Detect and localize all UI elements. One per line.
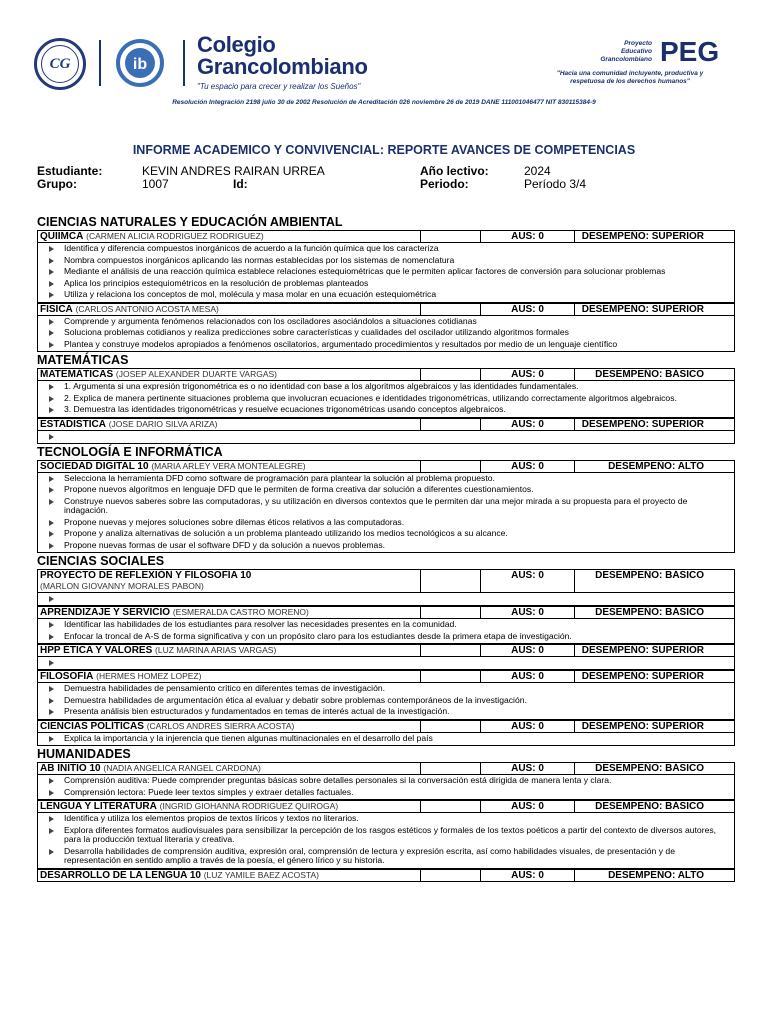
absences: AUS: 0 xyxy=(480,570,574,592)
student-info-left xyxy=(37,165,102,191)
subject-block xyxy=(37,230,735,303)
subject-block xyxy=(37,368,735,418)
performance-level: DESEMPEÑO: ALTO xyxy=(574,870,734,881)
subject-header-row xyxy=(38,304,734,316)
competency-item: Utiliza y relaciona los conceptos de mol, molécula y masa molar en una ecuación estequiométrica xyxy=(48,290,730,300)
competency-item: Soluciona problemas cotidianos y realiza predicciones sobre características y cualidades del oscilador utilizando algoritmos formales xyxy=(48,328,730,338)
absences: AUS: 0 xyxy=(480,671,574,682)
competency-item: Demuestra habilidades de pensamiento crítico en diferentes temas de investigación. xyxy=(48,684,730,694)
divider xyxy=(183,40,185,86)
subject-header-row xyxy=(38,419,734,431)
subject-header-row xyxy=(38,231,734,243)
subject-header-row xyxy=(38,607,734,619)
blank-cell xyxy=(420,870,480,881)
performance-level: DESEMPEÑO: SUPERIOR xyxy=(574,304,734,315)
peg-motto-line: respetuosa de los derechos humanos" xyxy=(570,78,690,85)
subject-name: SOCIEDAD DIGITAL 10 xyxy=(40,460,149,472)
competency-item: Presenta análisis bien estructurados y fundamentados en temas de interés actual de la investigación. xyxy=(48,707,730,717)
teacher-name: (JOSE DARIO SILVA ARIZA) xyxy=(108,418,218,429)
competency-list xyxy=(38,474,734,551)
blank-cell xyxy=(420,461,480,472)
subject-block xyxy=(37,720,735,747)
competency-item: Comprende y argumenta fenómenos relacionados con los osciladores asociándolos a situaciones cotidianas xyxy=(48,317,730,327)
blank-cell xyxy=(420,607,480,618)
school-name-block xyxy=(197,34,368,91)
performance-level: DESEMPEÑO: SUPERIOR xyxy=(574,231,734,242)
peg-caption-line: Educativo xyxy=(620,48,652,55)
blank-cell xyxy=(420,369,480,380)
subject-header-row xyxy=(38,671,734,683)
subject-name: PROYECTO DE REFLEXIÓN Y FILOSOFÍA 10 xyxy=(40,570,252,581)
subject-name-cell xyxy=(38,870,420,881)
competency-list xyxy=(38,814,734,866)
subject-name-cell xyxy=(38,461,420,472)
subject-name: LENGUA Y LITERATURA xyxy=(40,801,157,812)
area-heading: CIENCIAS NATURALES Y EDUCACIÓN AMBIENTAL xyxy=(37,215,343,229)
blank-cell xyxy=(420,801,480,812)
competency-item: Construye nuevos saberes sobre las computadoras, y su utilización en diversos contextos que le permiten dar una mejor mirada a su propuesta para el proyecto de indagación. xyxy=(48,497,730,516)
subject-name: ESTADISTICA xyxy=(40,418,106,430)
subject-header-row xyxy=(38,570,734,593)
blank-cell xyxy=(420,231,480,242)
teacher-name: (MARIA ARLEY VERA MONTEALEGRE) xyxy=(151,460,306,471)
subject-block xyxy=(37,800,735,869)
competency-item xyxy=(48,594,730,603)
performance-level: DESEMPEÑO: BÁSICO xyxy=(574,570,734,592)
teacher-name: (HERMES HOMEZ LOPEZ) xyxy=(96,671,202,681)
competency-list xyxy=(38,317,734,350)
teacher-name: (NADIA ANGELICA RANGEL CARDONA) xyxy=(103,763,261,773)
competency-list xyxy=(38,734,734,744)
period-label: Periodo: xyxy=(420,177,469,191)
id-field xyxy=(233,178,248,191)
subject-block xyxy=(37,569,735,606)
subject-name-cell xyxy=(38,721,420,732)
performance-level: DESEMPEÑO: BÁSICO xyxy=(574,369,734,380)
absences: AUS: 0 xyxy=(480,369,574,380)
competency-item: Identifica y diferencia compuestos inorgánicos de acuerdo a la función química que los caracteriza xyxy=(48,244,730,254)
teacher-name: (CARLOS ANDRES SIERRA ACOSTA) xyxy=(146,720,295,731)
performance-level: DESEMPEÑO: BÁSICO xyxy=(574,801,734,812)
competency-item: Mediante el análisis de una reacción química establece relaciones estequiométricas que le permiten aplicar factores de conversión para solucionar problemas xyxy=(48,267,730,277)
teacher-name: (JOSEP ALEXANDER DUARTE VARGAS) xyxy=(115,369,277,379)
competency-item: Explora diferentes formatos audiovisuales para sensibilizar la percepción de los rasgos estéticos y formales de los textos poéticos a partir del contexto de diversos autores, para la producción textual literaria y creativa. xyxy=(48,826,730,845)
student-info-right xyxy=(420,165,489,191)
year-label: Año lectivo: xyxy=(420,164,489,178)
competency-item: Explica la importancia y la injerencia que tienen algunas multinacionales en el desarrollo del país xyxy=(48,734,730,744)
subject-header-row xyxy=(38,461,734,473)
subject-block xyxy=(37,762,735,800)
competency-item: Nombra compuestos inorgánicos aplicando las normas establecidas por los sistemas de nomenclatura xyxy=(48,256,730,266)
school-name-line1: Colegio xyxy=(197,32,276,57)
absences: AUS: 0 xyxy=(480,763,574,774)
teacher-name: (LUZ YAMILE BAEZ ACOSTA) xyxy=(203,869,319,880)
competency-item: Desarrolla habilidades de comprensión auditiva, expresión oral, comprensión de lectura y expresión escrita, así como habilidades visuales, de presentación y de representación en sentido amplio a través de la poesía, el género lírico y su historia. xyxy=(48,847,730,866)
teacher-name: (ESMERALDA CASTRO MORENO) xyxy=(172,607,309,617)
subject-name-cell xyxy=(38,801,420,812)
group-label: Grupo: xyxy=(37,177,77,191)
competency-item: Enfocar la troncal de A-S de forma significativa y con un propósito claro para los estudiantes desde la primera etapa de investigación. xyxy=(48,632,730,642)
peg-motto xyxy=(530,70,730,86)
competency-list xyxy=(38,620,734,641)
peg-caption-line: Proyecto xyxy=(624,40,652,47)
absences: AUS: 0 xyxy=(480,645,574,656)
performance-level: DESEMPEÑO: SUPERIOR xyxy=(574,671,734,682)
subject-name: QUIIMCA xyxy=(40,231,84,242)
subject-name-cell xyxy=(38,763,420,774)
competency-item: Propone nuevas y mejores soluciones sobre dilemas éticos relativos a las computadoras. xyxy=(48,518,730,528)
subject-name: FISICA xyxy=(40,303,73,315)
competency-item: Identificar las habilidades de los estudiantes para resolver las necesidades presentes en la comunidad. xyxy=(48,620,730,630)
subject-header-row xyxy=(38,801,734,813)
blank-cell xyxy=(420,645,480,656)
resolution-line: Resolución Integración 2198 julio 30 de 2002 Resolución de Acreditación 026 noviembre 26 de 2019 DANE 111001046477 NIT 830115384-9 xyxy=(172,99,596,106)
school-name-line2: Grancolombiano xyxy=(197,54,368,79)
competency-item: Selecciona la herramienta DFD como software de programación para plantear la solución al problema propuesto. xyxy=(48,474,730,484)
competency-list xyxy=(38,658,734,667)
peg-caption-line: Grancolombiano xyxy=(600,56,652,63)
competency-item xyxy=(48,658,730,667)
subject-name: HPP ÉTICA Y VALORES xyxy=(40,645,153,656)
subject-name-cell xyxy=(38,231,420,242)
competency-list xyxy=(38,776,734,797)
competency-item xyxy=(48,432,730,441)
area-heading: TECNOLOGÍA E INFORMÁTICA xyxy=(37,444,223,459)
blank-cell xyxy=(420,721,480,732)
subject-block xyxy=(37,606,735,644)
school-seal-logo xyxy=(34,38,86,90)
subject-header-row xyxy=(38,870,734,881)
subject-name: DESARROLLO DE LA LENGUA 10 xyxy=(40,869,201,881)
competency-list xyxy=(38,382,734,415)
area-heading: CIENCIAS SOCIALES xyxy=(37,554,165,568)
absences: AUS: 0 xyxy=(480,870,574,881)
subject-block xyxy=(37,869,735,882)
absences: AUS: 0 xyxy=(480,801,574,812)
absences: AUS: 0 xyxy=(480,304,574,315)
absences: AUS: 0 xyxy=(480,721,574,732)
competency-item: Propone nuevos algoritmos en lenguaje DFD que le permiten de forma creativa dar solución a diferentes cuestionamientos. xyxy=(48,485,730,495)
competency-list xyxy=(38,594,734,603)
subject-header-row xyxy=(38,369,734,381)
competency-list xyxy=(38,244,734,300)
peg-caption xyxy=(586,40,652,64)
subject-name-cell xyxy=(38,671,420,682)
performance-level: DESEMPEÑO: BÁSICO xyxy=(574,763,734,774)
subject-header-row xyxy=(38,721,734,733)
subject-block xyxy=(37,644,735,670)
subject-name-cell xyxy=(38,304,420,315)
subject-name: MATEMÁTICAS xyxy=(40,369,114,380)
absences: AUS: 0 xyxy=(480,231,574,242)
competency-list xyxy=(38,432,734,441)
peg-motto-line: "Hacia una comunidad incluyente, productiva y xyxy=(556,70,704,77)
student-name: KEVIN ANDRES RAIRAN URREA xyxy=(142,164,325,178)
ib-logo-text: ib xyxy=(132,56,148,73)
subject-name-cell xyxy=(38,570,420,592)
competency-item: Plantea y construye modelos apropiados a fenómenos oscilatorios, argumentado procedimientos y resultados por medio de un lenguaje científico xyxy=(48,340,730,350)
performance-level: DESEMPEÑO: BÁSICO xyxy=(574,607,734,618)
id-label: Id: xyxy=(233,177,248,191)
blank-cell xyxy=(420,304,480,315)
student-info-right-values xyxy=(524,165,586,191)
subject-name-cell xyxy=(38,369,420,380)
competency-item: Aplica los principios estequiométricos en la resolución de problemas planteados xyxy=(48,279,730,289)
blank-cell xyxy=(420,671,480,682)
blank-cell xyxy=(420,419,480,430)
teacher-name: (MARLON GIOVANNY MORALES PABON) xyxy=(40,581,204,591)
competency-item: 2. Explica de manera pertinente situaciones problema que involucran ecuaciones e identidades trigonométricas, utilizando correctamente algoritmos algebraicos. xyxy=(48,394,730,404)
subject-header-row xyxy=(38,763,734,775)
subject-name-cell xyxy=(38,645,420,656)
report-title: INFORME ACADEMICO Y CONVIVENCIAL: REPORTE AVANCES DE COMPETENCIAS xyxy=(132,143,636,157)
subject-block xyxy=(37,418,735,444)
performance-level: DESEMPEÑO: SUPERIOR xyxy=(574,721,734,732)
competency-item: Identifica y utiliza los elementos propios de textos líricos y textos no literarios. xyxy=(48,814,730,824)
divider xyxy=(99,40,101,86)
competency-item: Comprensión lectora: Puede leer textos simples y extraer detalles factuales. xyxy=(48,788,730,798)
absences: AUS: 0 xyxy=(480,607,574,618)
peg-logo-text: PEG xyxy=(660,36,720,67)
group-value: 1007 xyxy=(142,177,169,191)
subject-name: CIENCIAS POLÍTICAS xyxy=(40,720,144,732)
year-value: 2024 xyxy=(524,164,551,178)
competency-item: 3. Demuestra las identidades trigonométricas y resuelve ecuaciones trigonométricas usando conceptos algebraicos. xyxy=(48,405,730,415)
subject-name-cell xyxy=(38,419,420,430)
performance-level: DESEMPEÑO: SUPERIOR xyxy=(574,645,734,656)
area-heading: MATEMÁTICAS xyxy=(37,353,129,367)
school-slogan: "Tu espacio para crecer y realizar los Sueños" xyxy=(197,82,361,91)
area-heading: HUMANIDADES xyxy=(37,747,131,761)
subject-name: FILOSOFÍA xyxy=(40,671,94,682)
competencies-report xyxy=(37,214,735,882)
performance-level: DESEMPEÑO: SUPERIOR xyxy=(574,419,734,430)
teacher-name: (LUZ MARINA ARIAS VARGAS) xyxy=(155,645,277,655)
teacher-name: (CARLOS ANTONIO ACOSTA MESA) xyxy=(75,303,219,314)
blank-cell xyxy=(420,763,480,774)
absences: AUS: 0 xyxy=(480,461,574,472)
document-header xyxy=(0,0,768,120)
competency-item: Comprensión auditiva: Puede comprender preguntas básicas sobre detalles personales si la conversación está dirigida de manera lenta y clara. xyxy=(48,776,730,786)
student-label: Estudiante: xyxy=(37,164,103,178)
subject-header-row xyxy=(38,645,734,657)
competency-item: Demuestra habilidades de argumentación ética al evaluar y debatir sobre problemas contemporáneos de la investigación. xyxy=(48,696,730,706)
period-value: Período 3/4 xyxy=(524,177,587,191)
subject-name-cell xyxy=(38,607,420,618)
subject-name: APRENDIZAJE Y SERVICIO xyxy=(40,607,171,618)
teacher-name: (CARMEN ALICIA RODRIGUEZ RODRIGUEZ) xyxy=(86,231,264,241)
subject-block xyxy=(37,303,735,353)
subject-name: AB INITIO 10 xyxy=(40,763,101,774)
blank-cell xyxy=(420,570,480,592)
seal-monogram: CG xyxy=(41,45,79,83)
subject-block xyxy=(37,670,735,720)
competency-list xyxy=(38,684,734,717)
competency-item: 1. Argumenta si una expresión trigonométrica es o no identidad con base a los algoritmos algebraicos y las identidades fundamentales. xyxy=(48,382,730,392)
competency-item: Propone y analiza alternativas de solución a un problema planteado utilizando los medios tecnológicos a su alcance. xyxy=(48,529,730,539)
ib-world-school-logo xyxy=(112,38,168,88)
competency-item: Propone nuevas formas de usar el software DFD y da solución a nuevos problemas. xyxy=(48,541,730,551)
absences: AUS: 0 xyxy=(480,419,574,430)
teacher-name: (INGRID GIOHANNA RODRIGUEZ QUIROGA) xyxy=(159,801,339,811)
performance-level: DESEMPEÑO: ALTO xyxy=(574,461,734,472)
subject-block xyxy=(37,460,735,554)
